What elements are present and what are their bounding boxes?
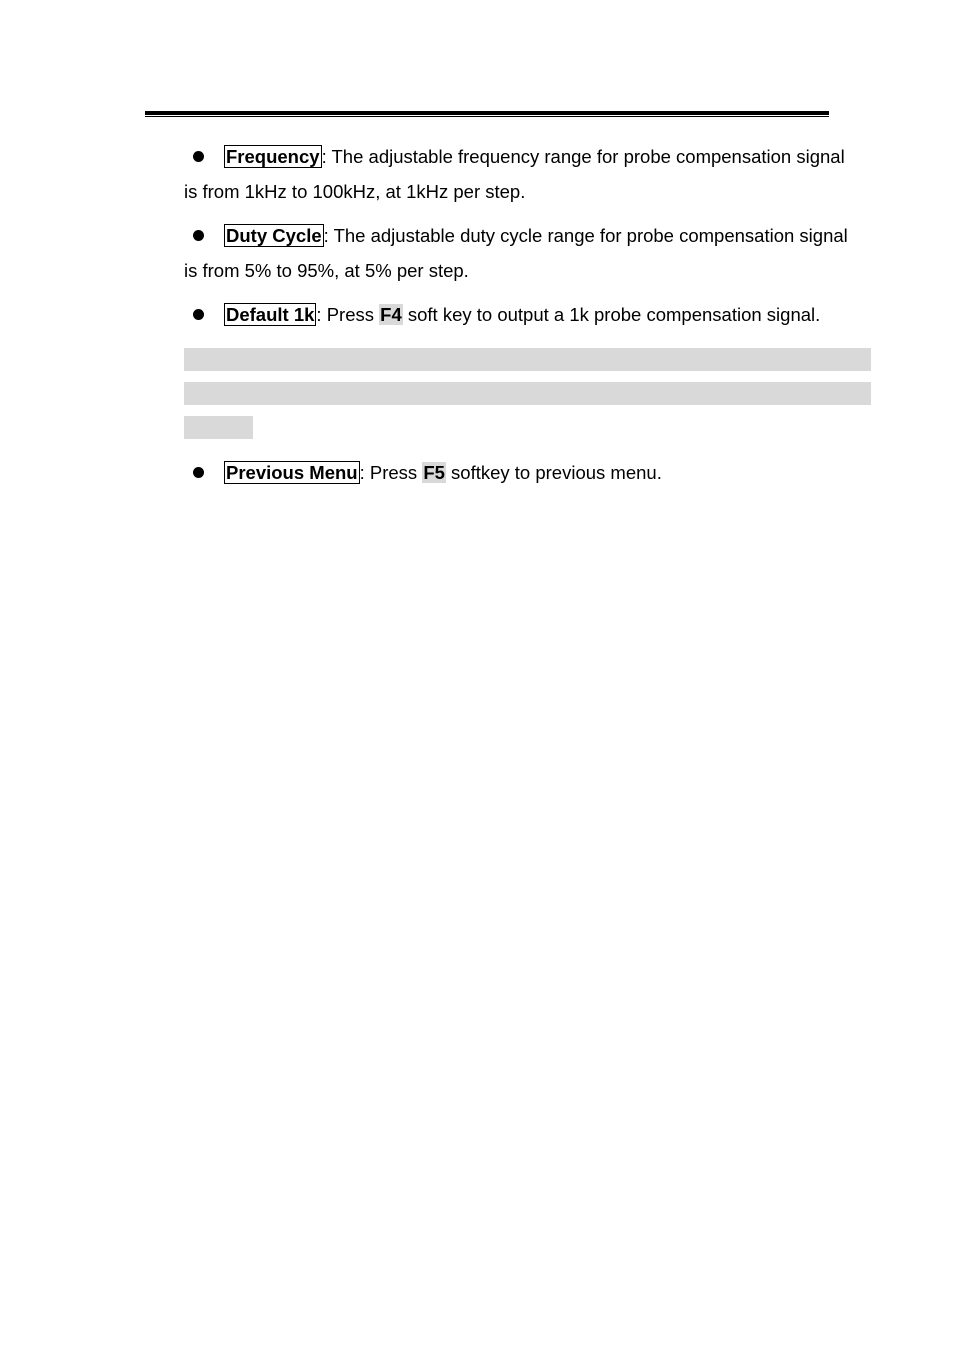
header-rule-thin: [145, 116, 829, 117]
redacted-bar-3: [184, 416, 253, 439]
redacted-bar-1: [184, 348, 871, 371]
bullet-previous-menu: [184, 455, 874, 490]
redacted-bar-2: [184, 382, 871, 405]
bullet-icon: [193, 467, 204, 478]
duty-cycle-desc-cont: is from 5% to 95%, at 5% per step.: [184, 260, 469, 281]
bullet-default-1k: [184, 297, 874, 332]
key-f4: F4: [380, 304, 402, 325]
bullet-frequency: [184, 139, 874, 174]
bullet-icon: [193, 230, 204, 241]
frequency-desc: : The adjustable frequency range for probe compensation signal: [321, 146, 845, 167]
previous-menu-pre: : Press: [359, 462, 423, 483]
default-1k-pre: : Press: [316, 304, 380, 325]
key-f5: F5: [423, 462, 445, 483]
duty-cycle-desc: : The adjustable duty cycle range for probe compensation signal: [323, 225, 848, 246]
bullet-duty-cycle: [184, 218, 874, 253]
previous-menu-post: softkey to previous menu.: [445, 462, 662, 483]
term-previous-menu: Previous Menu: [226, 462, 358, 483]
term-duty-cycle: Duty Cycle: [226, 225, 322, 246]
term-frequency: Frequency: [226, 146, 320, 167]
default-1k-post: soft key to output a 1k probe compensation signal.: [402, 304, 821, 325]
header-rule: [145, 111, 829, 115]
bullet-icon: [193, 151, 204, 162]
term-default-1k: Default 1k: [226, 304, 315, 325]
bullet-icon: [193, 309, 204, 320]
frequency-desc-cont: is from 1kHz to 100kHz, at 1kHz per step.: [184, 181, 526, 202]
